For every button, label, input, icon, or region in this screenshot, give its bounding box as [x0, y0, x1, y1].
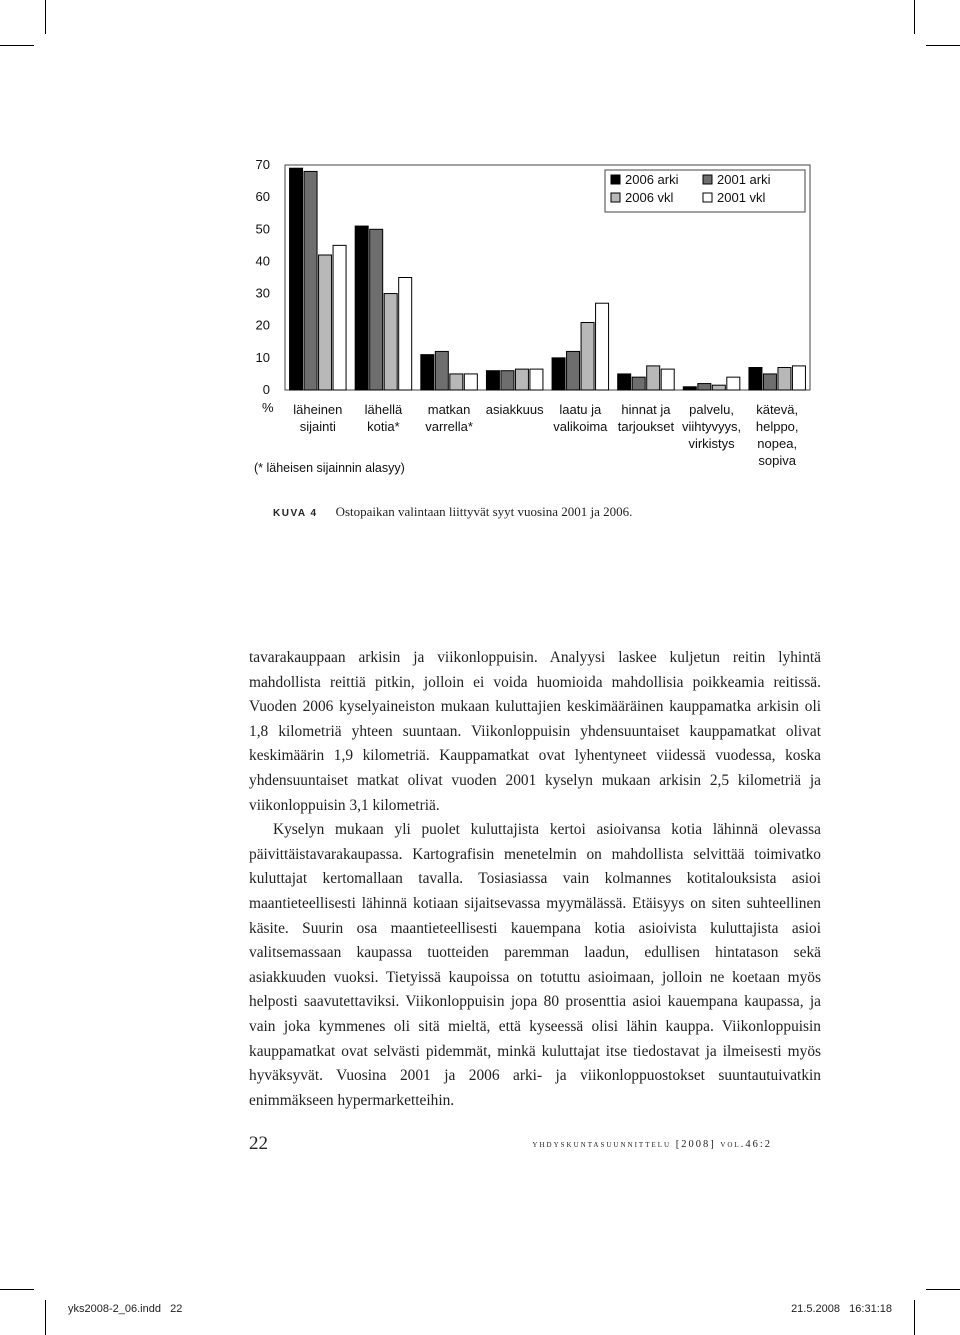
bar — [778, 368, 791, 391]
caption-text: Ostopaikan valintaan liittyvät syyt vuosina 2001 ja 2006. — [335, 504, 633, 519]
bar — [486, 371, 499, 390]
category-label: kätevä, — [756, 402, 799, 417]
crop-mark — [926, 45, 960, 46]
bar — [384, 294, 397, 390]
crop-mark — [45, 1300, 46, 1335]
legend-swatch — [703, 175, 712, 184]
y-tick-label: 50 — [255, 221, 270, 237]
y-tick-label: 10 — [255, 349, 270, 365]
bar — [792, 366, 805, 390]
category-label: lähellä — [364, 402, 403, 417]
page-number: 22 — [249, 1133, 268, 1154]
date-slug: 21.5.2008 16:31:18 — [791, 1303, 892, 1315]
bar — [370, 229, 383, 390]
category-label: asiakkuus — [485, 402, 544, 417]
category-labels — [293, 402, 798, 468]
bar — [567, 351, 580, 390]
bar — [763, 374, 776, 390]
category-label: palvelu, — [689, 402, 734, 417]
bar — [552, 358, 565, 390]
chart-legend — [605, 170, 805, 212]
bar — [596, 303, 609, 390]
category-label: viihtyvyys, — [681, 419, 742, 434]
y-tick-label: 60 — [255, 189, 270, 205]
y-tick-label: 20 — [255, 317, 270, 333]
chart-footnote: (* läheisen sijainnin alasyy) — [254, 461, 405, 475]
category-label: läheinen — [293, 402, 343, 417]
bar — [698, 384, 711, 390]
crop-mark — [45, 0, 46, 34]
category-label: varrella* — [425, 419, 473, 434]
paragraph: tavarakauppaan arkisin ja viikonloppuisin. Analyysi laskee kuljetun reitin lyhintä mahdollista reittiä pitkin, jolloin ei voida huomioida mahdollisia poikkeamia reitissä. Vuoden 2006 kyselyaineiston mukaan kuluttajien keskimääräinen kauppamatka arkisin oli 1,8 kilometriä yhteen suuntaan. Viikonloppuisin yhdensuuntaiset kauppamatkat olivat keskimäärin 1,9 kilometriä. Kauppamatkat ovat lyhentyneet viidessä vuodessa, koska yhdensuuntaiset matkat olivat vuoden 2001 kyselyn mukaan arkisin 2,5 kilometriä ja viikonloppuisin 3,1 kilometriä. — [249, 649, 821, 814]
crop-mark — [914, 1300, 915, 1335]
bar — [421, 355, 434, 390]
crop-mark — [914, 0, 915, 34]
y-tick-label: 40 — [255, 253, 270, 269]
bar — [647, 366, 660, 390]
category-label: matkan — [427, 402, 471, 417]
category-label: hinnat ja — [621, 402, 671, 417]
file-slug: yks2008-2_06.indd 22 — [68, 1303, 183, 1315]
category-label: nopea, — [757, 436, 798, 451]
category-label: laatu ja — [559, 402, 602, 417]
bar — [749, 368, 762, 391]
legend-label: 2006 arki — [625, 172, 679, 187]
category-label: virkistys — [688, 436, 735, 451]
figure-caption — [273, 504, 632, 520]
bar — [515, 369, 528, 390]
category-label: kotia* — [367, 419, 400, 434]
category-label: sopiva — [758, 453, 796, 468]
paragraph: Kyselyn mukaan yli puolet kuluttajista kertoi asioivansa kotia lähinnä olevassa päivittäistavarakaupassa. Kartografisin menetelmin on mahdollista selvittää toimivatko kuluttajat kertomallaan tavalla. Tosiasiassa vain kolmannes kotitalouksista asioi maantieteellisesti lähinnä kotiaan sijaitsevassa myymälässä. Etäisyys on siten suhteellinen käsite. Suurin osa maantieteellisesti kauempana kotia asioivista kuluttajista asioi valitsemassaan kaupassa tuotteiden paremman laadun, edullisen hintatason sekä asiakkuuden vuoksi. Tietyissä kaupoissa on totuttu asioimaan, jolloin ne koetaan myös helposti saavutettaviksi. Viikonloppuisin jopa 80 prosenttia asioi kauempana kaupassa, ja vain joka kymmenes oli sitä mieltä, että kyseessä olisi lähin kauppa. Viikonloppuisin kauppamatkat ovat selvästi pidemmät, minkä kuluttajat itse tiedostavat ja ilmeisesti myös hyväksyvät. Vuosina 2001 ja 2006 arki- ja viikonloppuostokset suuntautuivatkin enimmäkseen hypermarketteihin. — [249, 821, 821, 1109]
bar — [355, 226, 368, 390]
bar — [581, 323, 594, 391]
y-tick-label: 70 — [255, 157, 270, 172]
bar — [661, 369, 674, 390]
bar — [712, 385, 725, 390]
running-head: yhdyskuntasuunnittelu [2008] vol.46:2 — [532, 1139, 772, 1150]
bar — [501, 371, 514, 390]
legend-swatch — [611, 175, 620, 184]
legend-label: 2001 vkl — [717, 190, 766, 205]
y-tick-label: 0 — [262, 382, 270, 397]
bar — [632, 377, 645, 390]
bar — [333, 245, 346, 390]
bar — [304, 171, 317, 390]
body-text — [249, 646, 821, 1113]
bar — [727, 377, 740, 390]
bar — [319, 255, 332, 390]
crop-mark — [0, 45, 34, 46]
legend-swatch — [611, 193, 620, 202]
crop-mark — [926, 1289, 960, 1290]
legend-swatch — [703, 193, 712, 202]
bar — [618, 374, 631, 390]
bar — [450, 374, 463, 390]
bar — [399, 278, 412, 391]
bar — [464, 374, 477, 390]
bar — [530, 369, 543, 390]
category-label: helppo, — [755, 419, 799, 434]
bar — [435, 351, 448, 390]
category-label: sijainti — [299, 419, 336, 434]
figure-label: KUVA 4 — [273, 508, 318, 519]
legend-label: 2006 vkl — [625, 190, 674, 205]
category-label: tarjoukset — [617, 419, 675, 434]
y-tick-label: 30 — [255, 285, 270, 301]
crop-mark — [0, 1289, 34, 1290]
y-unit-label: % — [262, 400, 274, 415]
category-label: valikoima — [553, 419, 608, 434]
bar — [683, 387, 696, 390]
bar — [290, 168, 303, 390]
legend-label: 2001 arki — [717, 172, 771, 187]
y-tick-labels — [256, 157, 274, 415]
bar-chart — [240, 150, 830, 480]
